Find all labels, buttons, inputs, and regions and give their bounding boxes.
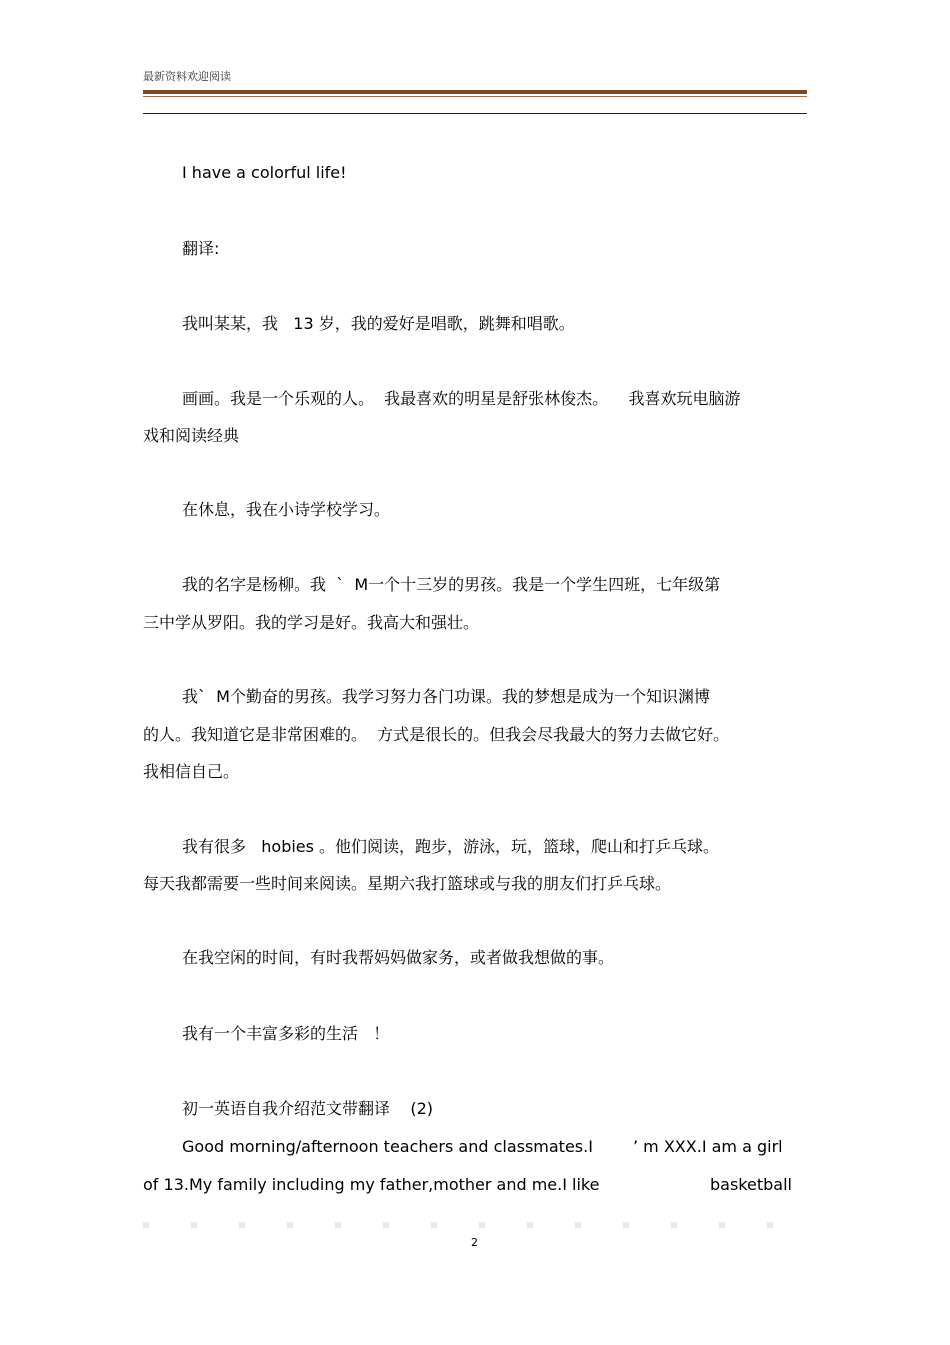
text-line: 我` M个勤奋的男孩。我学习努力各门功课。我的梦想是成为一个知识渊博 [182,687,710,706]
text-line: ’ m XXX.I am a girl [633,1137,783,1156]
text-line: 画画。我是一个乐观的人。 我最喜欢的明星是舒张林俊杰。 我喜欢玩电脑游 [182,389,741,408]
text-line: 戏和阅读经典 [143,426,240,445]
text-line: 翻译: [182,239,220,258]
text-line: 我相信自己。 [143,762,240,781]
header-rule-thick [143,90,807,94]
text-line: 在我空闲的时间，有时我帮妈妈做家务，或者做我想做的事。 [182,948,615,967]
text-line: 三中学从罗阳。我的学习是好。我高大和强壮。 [143,613,480,632]
text-line: 的人。我知道它是非常困难的。 方式是很长的。但我会尽我最大的努力去做它好。 [143,725,730,744]
text-line: of 13.My family including my father,mother and me.I like [143,1175,600,1194]
section-heading: 初一英语自我介绍范文带翻译 (2) [182,1099,434,1118]
text-line: Good morning/afternoon teachers and classmates.I [182,1137,593,1156]
cut-off-text-line [143,1222,807,1228]
text-line: 在休息，我在小诗学校学习。 [182,500,391,519]
text-line: 我的名字是杨柳。我 ` M一个十三岁的男孩。我是一个学生四班，七年级第 [182,575,721,594]
text-line: 我有很多 hobies 。他们阅读，跑步，游泳，玩，篮球，爬山和打乒乓球。 [182,837,720,856]
header-rule-bottom [143,113,807,114]
text-line: 我叫某某，我 13 岁，我的爱好是唱歌，跳舞和唱歌。 [182,314,575,333]
text-line: basketball [710,1175,792,1194]
text-line: 每天我都需要一些时间来阅读。星期六我打篮球或与我的朋友们打乒乓球。 [143,874,672,893]
page-number: 2 [471,1236,478,1249]
text-line: 我有一个丰富多彩的生活 ！ [182,1024,390,1043]
header-rule-thin [143,96,807,97]
text-line: I have a colorful life! [182,163,347,182]
header-title: 最新资料欢迎阅读 [143,70,231,83]
